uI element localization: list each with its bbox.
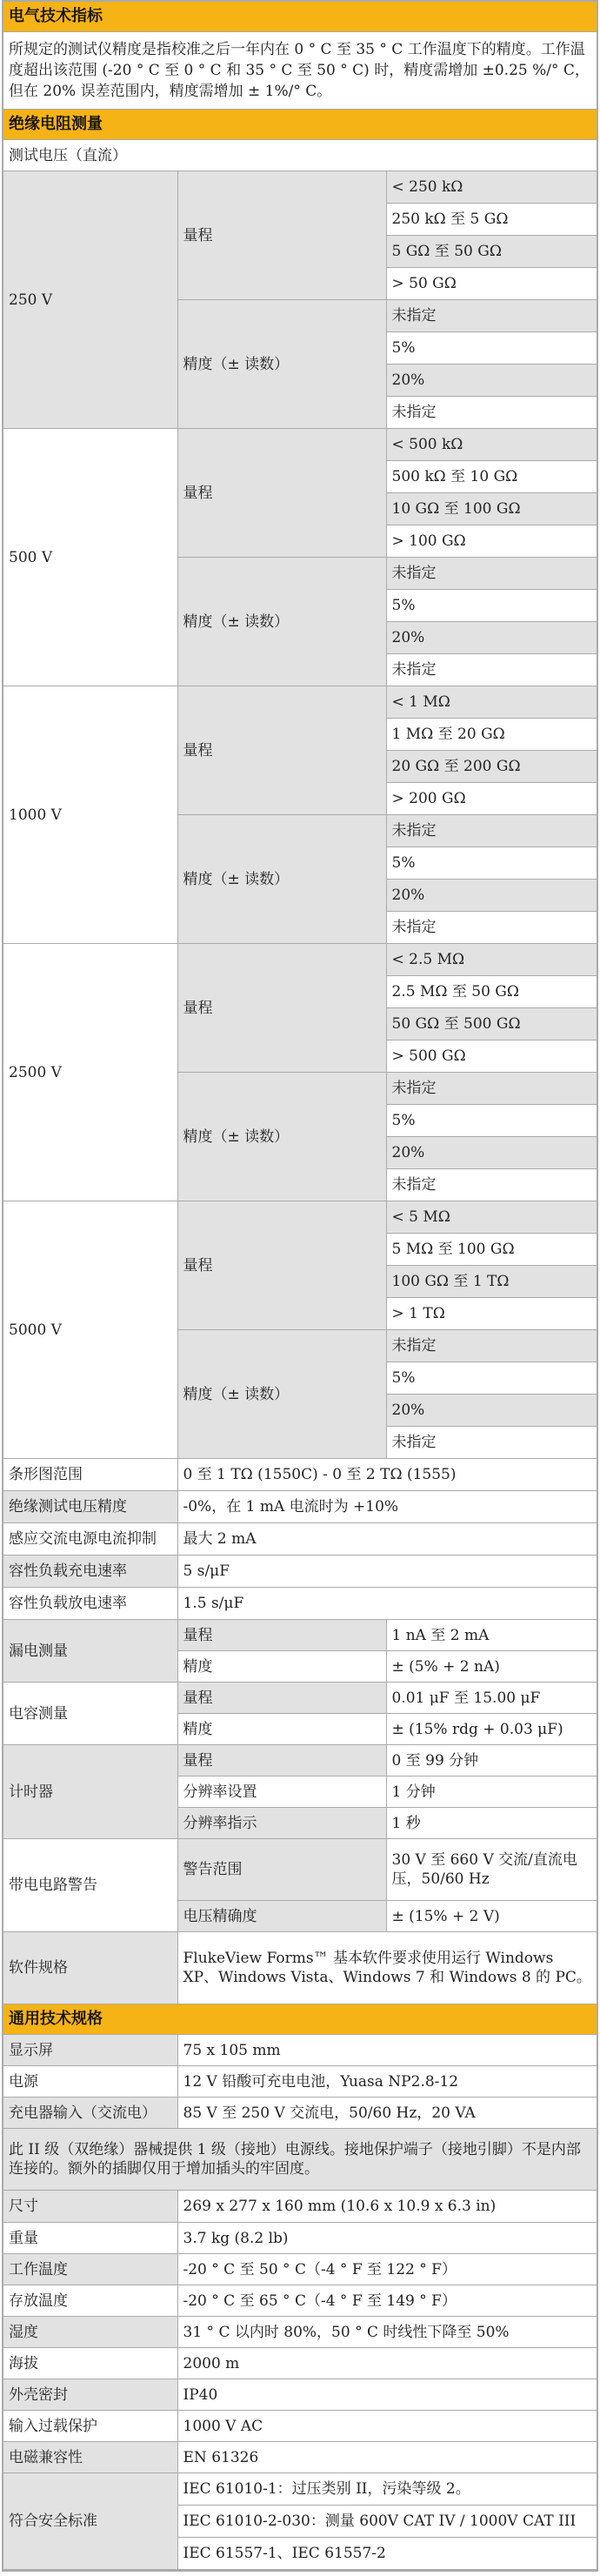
size-label: 尺寸 [3,2191,177,2223]
electrical-section-title: 电气技术指标 [3,2,597,32]
range-value: < 250 kΩ [386,171,597,204]
accuracy-value: 20% [386,622,597,654]
humidity-label: 湿度 [3,2317,177,2348]
charger-value: 85 V 至 250 V 交流电，50/60 Hz，20 VA [177,2098,597,2129]
accuracy-label: 精度（± 读数） [177,300,386,429]
accuracy-label: 精度（± 读数） [177,815,386,944]
range-value: < 500 kΩ [386,429,597,461]
safety-standard: IEC 61557-1、IEC 61557-2 [177,2538,597,2570]
leakage-accuracy-value: ± (5% + 2 nA) [386,1651,597,1683]
power-cord-note: 此 II 级（双绝缘）器械提供 1 级（接地）电源线。接地保护端子（接地引脚）不是内部连接的。额外的插脚仅用于增加插头的牢固度。 [3,2129,597,2191]
emc-label: 电磁兼容性 [3,2442,177,2473]
accuracy-label: 精度（± 读数） [177,1330,386,1459]
charger-label: 充电器输入（交流电） [3,2098,177,2129]
display-label: 显示屏 [3,2035,177,2066]
range-value: > 50 GΩ [386,268,597,300]
altitude-value: 2000 m [177,2348,597,2379]
safety-label: 符合安全标准 [3,2473,177,2570]
spec-sheet [2,0,598,2572]
live-circuit-accuracy-value: ± (15% + 2 V) [386,1901,597,1932]
accuracy-value: 20% [386,880,597,912]
voltage-level: 2500 V [3,944,177,1201]
emc-value: EN 61326 [177,2442,597,2473]
insulation-misc-table [3,1459,597,2004]
accuracy-value: 20% [386,1395,597,1427]
accuracy-value: 未指定 [386,912,597,944]
capacitance-label: 电容测量 [3,1683,177,1745]
charge-rate-label: 容性负载充电速率 [3,1556,177,1588]
leakage-range-label: 量程 [177,1620,386,1651]
voltage-level: 5000 V [3,1201,177,1459]
accuracy-value: 未指定 [386,397,597,429]
live-circuit-accuracy-label: 电压精确度 [177,1901,386,1932]
live-circuit-label: 带电电路警告 [3,1839,177,1932]
capacitance-range-label: 量程 [177,1683,386,1714]
leakage-label: 漏电测量 [3,1620,177,1683]
electrical-intro: 所规定的测试仪精度是指校准之后一年内在 0 ° C 至 35 ° C 工作温度下的精度。工作温度超出该范围 (-20 ° C 至 0 ° C 和 35 ° C 至 50 ° C) 时，精度需增加 ±0.25 %/° C，但在 20% 误差范围内，精度需增加 ± 1%/° C。 [3,32,597,110]
accuracy-value: 20% [386,365,597,397]
charge-rate-value: 5 s/μF [177,1556,597,1588]
humidity-value: 31 ° C 以内时 80%，50 ° C 时线性下降至 50% [177,2317,597,2348]
size-value: 269 x 277 x 160 mm (10.6 x 10.9 x 6.3 in) [177,2191,597,2223]
range-value: > 100 GΩ [386,525,597,558]
accuracy-value: 未指定 [386,558,597,590]
accuracy-value: 未指定 [386,1073,597,1105]
range-value: 2.5 MΩ 至 50 GΩ [386,976,597,1008]
weight-value: 3.7 kg (8.2 lb) [177,2223,597,2254]
accuracy-value: 未指定 [386,300,597,332]
timer-indication-value: 1 秒 [386,1808,597,1839]
range-value: > 500 GΩ [386,1040,597,1073]
insulation-table [3,140,597,1459]
range-value: 5 MΩ 至 100 GΩ [386,1234,597,1266]
range-value: < 2.5 MΩ [386,944,597,976]
range-value: 5 GΩ 至 50 GΩ [386,236,597,268]
timer-indication-label: 分辨率指示 [177,1808,386,1839]
voltage-level: 1000 V [3,686,177,944]
voltage-accuracy-label: 绝缘测试电压精度 [3,1491,177,1523]
range-label: 量程 [177,429,386,558]
storage-temp-value: -20 ° C 至 65 ° C（-4 ° F 至 149 ° F） [177,2285,597,2317]
voltage-level: 500 V [3,429,177,686]
operating-temp-label: 工作温度 [3,2254,177,2285]
range-label: 量程 [177,944,386,1073]
range-value: < 5 MΩ [386,1201,597,1234]
accuracy-value: 5% [386,1105,597,1137]
power-value: 12 V 铅酸可充电电池，Yuasa NP2.8-12 [177,2066,597,2098]
sealing-label: 外壳密封 [3,2379,177,2411]
discharge-rate-label: 容性负载放电速率 [3,1588,177,1620]
range-label: 量程 [177,171,386,300]
accuracy-label: 精度（± 读数） [177,1073,386,1201]
leakage-range-value: 1 nA 至 2 mA [386,1620,597,1651]
range-label: 量程 [177,686,386,815]
discharge-rate-value: 1.5 s/μF [177,1588,597,1620]
general-table [3,2035,597,2570]
sealing-value: IP40 [177,2379,597,2411]
accuracy-value: 未指定 [386,1330,597,1362]
timer-range-value: 0 至 99 分钟 [386,1745,597,1776]
ac-rejection-value: 最大 2 mA [177,1523,597,1556]
software-label: 软件规格 [3,1932,177,2004]
live-circuit-range-label: 警告范围 [177,1839,386,1901]
range-value: 10 GΩ 至 100 GΩ [386,493,597,525]
accuracy-value: 未指定 [386,815,597,847]
bargraph-value: 0 至 1 TΩ (1550C) - 0 至 2 TΩ (1555) [177,1459,597,1491]
test-voltage-header: 测试电压（直流） [3,140,597,171]
timer-setting-value: 1 分钟 [386,1776,597,1808]
altitude-label: 海拔 [3,2348,177,2379]
power-label: 电源 [3,2066,177,2098]
ac-rejection-label: 感应交流电源电流抑制 [3,1523,177,1556]
accuracy-value: 未指定 [386,1169,597,1201]
range-value: 250 kΩ 至 5 GΩ [386,204,597,236]
timer-setting-label: 分辨率设置 [177,1776,386,1808]
storage-temp-label: 存放温度 [3,2285,177,2317]
leakage-accuracy-label: 精度 [177,1651,386,1683]
range-value: 100 GΩ 至 1 TΩ [386,1266,597,1298]
accuracy-value: 未指定 [386,1427,597,1459]
range-value: 20 GΩ 至 200 GΩ [386,751,597,783]
range-value: > 1 TΩ [386,1298,597,1330]
timer-label: 计时器 [3,1745,177,1839]
range-value: 1 MΩ 至 20 GΩ [386,719,597,751]
capacitance-range-value: 0.01 μF 至 15.00 μF [386,1683,597,1714]
accuracy-label: 精度（± 读数） [177,558,386,686]
range-label: 量程 [177,1201,386,1330]
accuracy-value: 20% [386,1137,597,1169]
voltage-accuracy-value: -0%，在 1 mA 电流时为 +10% [177,1491,597,1523]
weight-label: 重量 [3,2223,177,2254]
voltage-level: 250 V [3,171,177,429]
accuracy-value: 5% [386,590,597,622]
insulation-section-title: 绝缘电阻测量 [3,110,597,140]
range-value: > 200 GΩ [386,783,597,815]
capacitance-accuracy-value: ± (15% rdg + 0.03 μF) [386,1714,597,1745]
bargraph-label: 条形图范围 [3,1459,177,1491]
live-circuit-range-value: 30 V 至 660 V 交流/直流电压，50/60 Hz [386,1839,597,1901]
accuracy-value: 5% [386,332,597,365]
safety-standard: IEC 61010-1：过压类别 II，污染等级 2。 [177,2473,597,2506]
display-value: 75 x 105 mm [177,2035,597,2066]
range-value: 50 GΩ 至 500 GΩ [386,1008,597,1040]
accuracy-value: 5% [386,1362,597,1395]
accuracy-value: 未指定 [386,654,597,686]
safety-standard: IEC 61010-2-030：测量 600V CAT IV / 1000V CAT III [177,2506,597,2538]
software-value: FlukeView Forms™ 基本软件要求使用运行 Windows XP、Windows Vista、Windows 7 和 Windows 8 的 PC。 [177,1932,597,2004]
capacitance-accuracy-label: 精度 [177,1714,386,1745]
timer-range-label: 量程 [177,1745,386,1776]
general-section-title: 通用技术规格 [3,2004,597,2035]
range-value: < 1 MΩ [386,686,597,719]
overload-value: 1000 V AC [177,2411,597,2442]
accuracy-value: 5% [386,847,597,880]
operating-temp-value: -20 ° C 至 50 ° C（-4 ° F 至 122 ° F） [177,2254,597,2285]
range-value: 500 kΩ 至 10 GΩ [386,461,597,493]
overload-label: 输入过载保护 [3,2411,177,2442]
